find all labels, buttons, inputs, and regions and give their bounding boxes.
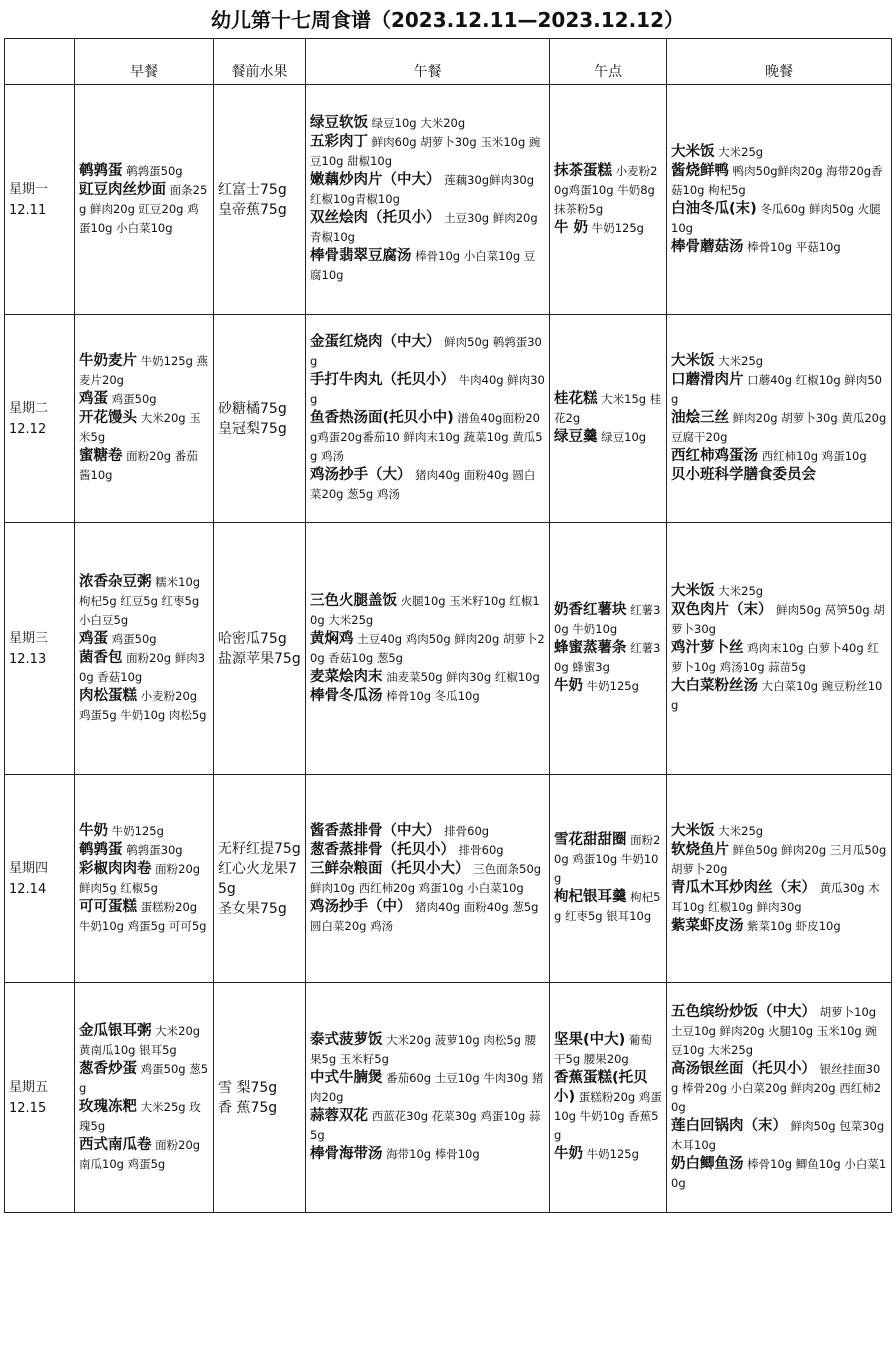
dish-ingredients: 海带10g 棒骨10g bbox=[386, 1147, 480, 1161]
snack-cell bbox=[550, 523, 667, 775]
dish-ingredients: 鸡肉末10g 白萝卜40g 红萝卜10g 鸡汤10g 蒜苗5g bbox=[671, 641, 879, 674]
dish-entry bbox=[310, 860, 545, 898]
dish-ingredients: 牛奶125g 燕麦片20g bbox=[79, 354, 209, 387]
dish-name: 手打牛肉丸（托贝小） bbox=[310, 372, 455, 388]
dish-entry bbox=[671, 371, 887, 409]
lunch-cell bbox=[306, 983, 550, 1213]
day-date: 12.11 bbox=[9, 202, 47, 218]
dish-ingredients: 三色面条50g 鲜肉10g 西红柿20g 鸡蛋10g 小白菜10g bbox=[310, 861, 542, 895]
dish-name: 牛奶 bbox=[554, 1146, 583, 1162]
dish-name: 鹌鹑蛋 bbox=[79, 162, 123, 179]
dish-entry bbox=[310, 592, 545, 630]
dish-name: 肉松蛋糕 bbox=[79, 687, 137, 704]
dish-name: 三鲜杂粮面（托贝小大） bbox=[310, 860, 470, 877]
dish-name: 鱼香热汤面(托贝小中) bbox=[310, 410, 454, 426]
dish-entry bbox=[554, 677, 662, 696]
snack-cell bbox=[550, 775, 667, 983]
dish-entry bbox=[554, 831, 662, 888]
dish-ingredients: 鲜肉60g 胡萝卜30g 玉米10g 豌豆10g 甜椒10g bbox=[310, 135, 541, 168]
snack-cell bbox=[550, 85, 667, 315]
day-date: 12.12 bbox=[9, 421, 47, 437]
dish-ingredients: 胡萝卜10g 土豆10g 鲜肉20g 火腿10g 玉米10g 豌豆10g 大米25g bbox=[671, 1004, 877, 1057]
dish-entry bbox=[310, 114, 545, 133]
dish-entry bbox=[310, 1069, 545, 1107]
dish-name: 鸡汤抄手（大） bbox=[310, 467, 412, 483]
dish-ingredients: 面条25g 鲜肉20g 豇豆20g 鸡蛋10g 小白菜10g bbox=[79, 182, 208, 235]
dish-ingredients: 圣女果75g bbox=[218, 900, 287, 917]
header-dinner: 晚餐 bbox=[667, 39, 892, 85]
breakfast-cell bbox=[75, 523, 214, 775]
dish-entry bbox=[310, 1031, 545, 1069]
dish-name: 金蛋红烧肉（中大） bbox=[310, 334, 441, 350]
dish-entry bbox=[218, 899, 301, 919]
dinner-cell bbox=[667, 315, 892, 523]
dish-ingredients: 番茄60g 土豆10g 牛肉30g 猪肉20g bbox=[310, 1071, 544, 1104]
dish-name: 金瓜银耳粥 bbox=[79, 1022, 152, 1039]
dish-entry bbox=[671, 447, 887, 466]
dish-name: 泰式菠萝饭 bbox=[310, 1032, 383, 1048]
dish-ingredients: 牛奶125g bbox=[591, 220, 644, 235]
breakfast-cell bbox=[75, 315, 214, 523]
dish-name: 中式牛腩煲 bbox=[310, 1070, 383, 1086]
dish-ingredients: 红薯30g 牛奶10g bbox=[554, 603, 661, 636]
dish-ingredients: 哈密瓜75g bbox=[218, 630, 287, 647]
dish-entry bbox=[671, 1003, 887, 1060]
dish-entry bbox=[671, 879, 887, 917]
dish-entry bbox=[79, 649, 209, 687]
dish-entry bbox=[310, 822, 545, 841]
dish-entry bbox=[671, 466, 887, 485]
dish-entry bbox=[79, 841, 209, 860]
dish-ingredients: 土豆30g 鲜肉20g 青椒10g bbox=[310, 211, 538, 244]
dish-ingredients: 鲜肉50g 莴笋50g 胡萝卜30g bbox=[671, 603, 885, 636]
dish-ingredients: 红心火龙果75g bbox=[218, 860, 297, 897]
dish-ingredients: 棒骨10g 鲫鱼10g 小白菜10g bbox=[671, 1156, 887, 1190]
dinner-cell bbox=[667, 775, 892, 983]
fruit-cell bbox=[214, 523, 306, 775]
dish-ingredients: 鸡蛋50g bbox=[111, 631, 157, 646]
dish-name: 棒骨冬瓜汤 bbox=[310, 687, 383, 704]
menu-body bbox=[5, 85, 892, 1213]
dish-entry bbox=[310, 133, 545, 171]
dish-entry bbox=[79, 630, 209, 649]
dish-ingredients: 面粉20g 番茄酱10g bbox=[79, 449, 198, 482]
dish-entry bbox=[310, 1107, 545, 1145]
dish-name: 棒骨翡翠豆腐汤 bbox=[310, 248, 412, 264]
dish-ingredients: 排骨60g bbox=[458, 842, 504, 857]
dish-ingredients: 土豆40g 鸡肉50g 鲜肉20g 胡萝卜20g 香菇10g 葱5g bbox=[310, 631, 545, 665]
dish-ingredients: 牛奶125g bbox=[586, 679, 639, 693]
dish-name: 豇豆肉丝炒面 bbox=[79, 181, 166, 198]
dish-name: 黄焖鸡 bbox=[310, 630, 354, 647]
dish-entry bbox=[671, 143, 887, 162]
dish-ingredients: 大米25g bbox=[718, 144, 764, 159]
dish-ingredients: 小麦粉20g 鸡蛋5g 牛奶10g 肉松5g bbox=[79, 688, 207, 722]
dish-name: 香蕉蛋糕(托贝小) bbox=[554, 1070, 648, 1105]
dish-ingredients: 大白菜10g 豌豆粉丝10g bbox=[671, 679, 883, 712]
dish-name: 大米饭 bbox=[671, 353, 715, 369]
dish-name: 鹌鹑蛋 bbox=[79, 841, 123, 858]
dish-entry bbox=[671, 639, 887, 677]
dish-ingredients: 大米20g 玉米5g bbox=[79, 411, 201, 444]
header-day bbox=[5, 39, 75, 85]
dish-entry bbox=[310, 898, 545, 936]
breakfast-cell bbox=[75, 983, 214, 1213]
dish-entry bbox=[310, 371, 545, 409]
dish-ingredients: 蛋糕粉20g 鸡蛋10g 牛奶10g 香蕉5g bbox=[554, 1090, 662, 1142]
dish-ingredients: 葡萄干5g 腰果20g bbox=[554, 1033, 652, 1066]
dish-entry bbox=[554, 1031, 662, 1069]
dish-entry bbox=[671, 1060, 887, 1117]
dish-ingredients: 牛奶125g bbox=[586, 1147, 639, 1161]
dish-name: 贝小班科学膳食委员会 bbox=[671, 467, 816, 483]
dish-ingredients: 牛奶125g bbox=[111, 823, 164, 838]
dish-entry bbox=[671, 409, 887, 447]
dish-entry bbox=[671, 677, 887, 715]
dish-entry bbox=[79, 1022, 209, 1060]
dish-entry bbox=[310, 1145, 545, 1164]
day-date: 12.14 bbox=[9, 881, 47, 897]
dish-ingredients: 油麦菜50g 鲜肉30g 红椒10g bbox=[386, 669, 540, 684]
header-lunch: 午餐 bbox=[306, 39, 550, 85]
dish-ingredients: 西红柿10g 鸡蛋10g bbox=[761, 449, 867, 463]
day-name: 星期四 bbox=[9, 860, 49, 876]
dish-name: 绿豆羹 bbox=[554, 429, 598, 445]
dish-name: 白油冬瓜(末) bbox=[671, 200, 757, 217]
dish-ingredients: 火腿10g 玉米籽10g 红椒10g 大米25g bbox=[310, 593, 540, 627]
dish-name: 莲白回锅肉（末） bbox=[671, 1117, 787, 1134]
dish-ingredients: 红薯30g 蜂蜜3g bbox=[554, 641, 661, 674]
day-cell bbox=[5, 775, 75, 983]
menu-row bbox=[5, 85, 892, 315]
dish-name: 可可蛋糕 bbox=[79, 898, 137, 915]
dish-name: 大米饭 bbox=[671, 583, 715, 599]
breakfast-cell bbox=[75, 85, 214, 315]
dish-entry bbox=[218, 419, 301, 439]
dish-name: 油烩三丝 bbox=[671, 410, 729, 426]
dish-entry bbox=[218, 1078, 301, 1098]
day-name: 星期五 bbox=[9, 1079, 49, 1095]
dish-name: 大米饭 bbox=[671, 143, 715, 160]
dish-entry bbox=[310, 687, 545, 706]
dish-name: 蜜糖卷 bbox=[79, 448, 123, 464]
dish-name: 双丝烩肉（托贝小） bbox=[310, 210, 441, 226]
dish-ingredients: 口蘑40g 红椒10g 鲜肉50g bbox=[671, 373, 882, 406]
dish-name: 绿豆软饭 bbox=[310, 115, 368, 131]
dish-name: 枸杞银耳羹 bbox=[554, 889, 627, 905]
header-fruit: 餐前水果 bbox=[214, 39, 306, 85]
menu-row bbox=[5, 983, 892, 1213]
dish-name: 大米饭 bbox=[671, 822, 715, 839]
dish-entry bbox=[79, 898, 209, 936]
dish-name: 玫瑰冻粑 bbox=[79, 1098, 137, 1115]
dish-ingredients: 鲜肉50g 包菜30g 木耳10g bbox=[671, 1118, 885, 1152]
dish-entry bbox=[671, 352, 887, 371]
dish-ingredients: 鲜鱼50g 鲜肉20g 三月瓜50g 胡萝卜20g bbox=[671, 842, 887, 876]
day-name: 星期三 bbox=[9, 630, 49, 646]
dish-entry bbox=[310, 171, 545, 209]
dish-ingredients: 西蓝花30g 花菜30g 鸡蛋10g 蒜5g bbox=[310, 1109, 541, 1142]
dish-ingredients: 大米15g 桂花2g bbox=[554, 392, 662, 425]
day-cell bbox=[5, 523, 75, 775]
menu-row bbox=[5, 523, 892, 775]
dish-entry bbox=[310, 409, 545, 466]
dish-entry bbox=[218, 399, 301, 419]
dish-ingredients: 黄瓜30g 木耳10g 红椒10g 鲜肉30g bbox=[671, 880, 880, 914]
dish-entry bbox=[79, 447, 209, 485]
header-breakfast: 早餐 bbox=[75, 39, 214, 85]
dish-entry bbox=[554, 888, 662, 926]
dish-name: 嫩藕炒肉片（中大） bbox=[310, 172, 441, 188]
dish-entry bbox=[218, 629, 301, 649]
dish-ingredients: 面粉20g鲜肉5g 红椒5g bbox=[79, 861, 201, 895]
dish-ingredients: 香 蕉75g bbox=[218, 1099, 278, 1116]
dish-entry bbox=[310, 209, 545, 247]
dish-ingredients: 糯米10g枸杞5g 红豆5g 红枣5g 小白豆5g bbox=[79, 574, 201, 627]
dish-ingredients: 棒骨10g 小白菜10g 豆腐10g bbox=[310, 249, 536, 282]
dish-name: 葱香炒蛋 bbox=[79, 1060, 137, 1077]
dish-entry bbox=[554, 601, 662, 639]
dish-entry bbox=[218, 649, 301, 669]
dish-entry bbox=[79, 390, 209, 409]
breakfast-cell bbox=[75, 775, 214, 983]
day-date: 12.13 bbox=[9, 651, 47, 667]
dish-entry bbox=[310, 333, 545, 371]
dish-ingredients: 猪肉40g 面粉40g 葱5g 圆白菜20g 鸡汤 bbox=[310, 899, 539, 933]
dish-ingredients: 鸡蛋50g 葱5g bbox=[79, 1061, 209, 1095]
dish-entry bbox=[554, 639, 662, 677]
fruit-cell bbox=[214, 85, 306, 315]
dish-name: 蒜蓉双花 bbox=[310, 1108, 368, 1124]
dish-name: 奶香红薯块 bbox=[554, 602, 627, 618]
dish-name: 软烧鱼片 bbox=[671, 841, 729, 858]
day-cell bbox=[5, 85, 75, 315]
dish-ingredients: 冬瓜60g 鲜肉50g 火腿10g bbox=[671, 201, 881, 235]
fruit-cell bbox=[214, 315, 306, 523]
dish-name: 牛奶 bbox=[79, 822, 108, 839]
dish-ingredients: 面粉20g 南瓜10g 鸡蛋5g bbox=[79, 1137, 201, 1171]
dish-ingredients: 棒骨10g 冬瓜10g bbox=[386, 688, 480, 703]
dish-ingredients: 鸭肉50g鲜肉20g 海带20g香菇10g 枸杞5g bbox=[671, 163, 883, 197]
dish-ingredients: 大米25g bbox=[718, 354, 764, 368]
dish-entry bbox=[671, 917, 887, 936]
dish-entry bbox=[79, 352, 209, 390]
fruit-cell bbox=[214, 775, 306, 983]
dish-name: 葱香蒸排骨（托贝小） bbox=[310, 841, 455, 858]
dish-ingredients: 皇冠梨75g bbox=[218, 420, 287, 437]
dish-name: 奶白鲫鱼汤 bbox=[671, 1155, 744, 1172]
dish-ingredients: 鹌鹑蛋30g bbox=[126, 842, 183, 857]
dish-ingredients: 鹌鹑蛋50g bbox=[126, 163, 183, 178]
dish-ingredients: 雪 梨75g bbox=[218, 1079, 278, 1096]
menu-row bbox=[5, 315, 892, 523]
dish-name: 菌香包 bbox=[79, 649, 123, 666]
day-name: 星期一 bbox=[9, 181, 49, 197]
dish-entry bbox=[310, 466, 545, 504]
lunch-cell bbox=[306, 775, 550, 983]
dish-name: 棒骨蘑菇汤 bbox=[671, 238, 744, 255]
dish-entry bbox=[79, 1136, 209, 1174]
dish-ingredients: 红富士75g bbox=[218, 181, 287, 198]
dish-entry bbox=[79, 860, 209, 898]
dish-ingredients: 枸杞5g 红枣5g 银耳10g bbox=[554, 890, 661, 923]
menu-table bbox=[4, 38, 892, 1213]
dish-ingredients: 莲藕30g鲜肉30g红椒10g青椒10g bbox=[310, 173, 535, 206]
header-row bbox=[5, 39, 892, 85]
dish-name: 彩椒肉肉卷 bbox=[79, 860, 152, 877]
dish-entry bbox=[671, 238, 887, 257]
dish-ingredients: 面粉20g 鸡蛋10g 牛奶10g bbox=[554, 833, 661, 885]
dish-entry bbox=[554, 219, 662, 238]
dish-entry bbox=[79, 181, 209, 238]
dish-entry bbox=[79, 822, 209, 841]
dish-name: 麦菜烩肉末 bbox=[310, 668, 383, 685]
dish-name: 酱烧鲜鸭 bbox=[671, 162, 729, 179]
dish-name: 大白菜粉丝汤 bbox=[671, 678, 758, 694]
dish-name: 鸡蛋 bbox=[79, 630, 108, 647]
menu-row bbox=[5, 775, 892, 983]
dish-entry bbox=[218, 1098, 301, 1118]
dish-ingredients: 鸡蛋50g bbox=[111, 392, 157, 406]
dish-name: 牛奶麦片 bbox=[79, 353, 137, 369]
dish-ingredients: 面粉20g 鲜肉30g 香菇10g bbox=[79, 650, 206, 684]
dinner-cell bbox=[667, 523, 892, 775]
dish-ingredients: 牛肉40g 鲜肉30g bbox=[310, 373, 545, 406]
dish-entry bbox=[671, 162, 887, 200]
dish-entry bbox=[218, 200, 301, 220]
dish-name: 鸡汤抄手（中） bbox=[310, 898, 412, 915]
lunch-cell bbox=[306, 315, 550, 523]
dish-name: 蜂蜜蒸薯条 bbox=[554, 640, 627, 656]
dish-ingredients: 盐源苹果75g bbox=[218, 650, 301, 667]
dish-entry bbox=[79, 1060, 209, 1098]
dish-entry bbox=[671, 582, 887, 601]
dish-entry bbox=[79, 1098, 209, 1136]
day-date: 12.15 bbox=[9, 1100, 47, 1116]
dish-name: 酱香蒸排骨（中大） bbox=[310, 822, 441, 839]
dish-name: 五彩肉丁 bbox=[310, 134, 368, 150]
dish-name: 雪花甜甜圈 bbox=[554, 832, 627, 848]
dish-ingredients: 银丝挂面30g 棒骨20g 小白菜20g 鲜肉20g 西红柿20g bbox=[671, 1061, 882, 1114]
dish-name: 开花馒头 bbox=[79, 410, 137, 426]
dish-ingredients: 鲜肉50g 鹌鹑蛋30g bbox=[310, 335, 542, 368]
dish-ingredients: 棒骨10g 平菇10g bbox=[747, 239, 841, 254]
dish-name: 鸡汁萝卜丝 bbox=[671, 640, 744, 656]
snack-cell bbox=[550, 983, 667, 1213]
dish-ingredients: 紫菜10g 虾皮10g bbox=[747, 918, 841, 933]
dish-name: 西式南瓜卷 bbox=[79, 1136, 152, 1153]
dish-name: 抹茶蛋糕 bbox=[554, 162, 612, 179]
dish-entry bbox=[310, 630, 545, 668]
dish-entry bbox=[79, 162, 209, 181]
dish-name: 口蘑滑肉片 bbox=[671, 372, 744, 388]
dish-ingredients: 大米20g 菠萝10g 肉松5g 腰果5g 玉米籽5g bbox=[310, 1033, 537, 1066]
day-cell bbox=[5, 315, 75, 523]
lunch-cell bbox=[306, 85, 550, 315]
dish-entry bbox=[218, 859, 301, 899]
dish-ingredients: 蛋糕粉20g 牛奶10g 鸡蛋5g 可可5g bbox=[79, 899, 207, 933]
dish-entry bbox=[554, 1145, 662, 1164]
dish-name: 桂花糕 bbox=[554, 391, 598, 407]
dish-entry bbox=[554, 428, 662, 447]
dish-ingredients: 大米25g bbox=[718, 584, 764, 598]
dish-entry bbox=[671, 601, 887, 639]
dish-entry bbox=[554, 162, 662, 219]
dish-entry bbox=[671, 1155, 887, 1193]
dish-name: 棒骨海带汤 bbox=[310, 1146, 383, 1162]
header-snack: 午点 bbox=[550, 39, 667, 85]
dish-ingredients: 绿豆10g 大米20g bbox=[371, 116, 466, 130]
dish-entry bbox=[310, 668, 545, 687]
dish-entry bbox=[554, 1069, 662, 1145]
dish-ingredients: 砂糖橘75g bbox=[218, 400, 287, 417]
dish-entry bbox=[79, 409, 209, 447]
dish-ingredients: 皇帝蕉75g bbox=[218, 201, 287, 218]
dish-ingredients: 大米20g 黄南瓜10g 银耳5g bbox=[79, 1023, 201, 1057]
dish-ingredients: 潽鱼40g面粉20g鸡蛋20g番茄10 鲜肉末10g 蔬菜10g 黄瓜5g 鸡汤 bbox=[310, 411, 543, 463]
dish-entry bbox=[310, 247, 545, 285]
page-title: 幼儿第十七周食谱（2023.12.11—2023.12.12） bbox=[210, 8, 685, 32]
dish-name: 浓香杂豆粥 bbox=[79, 573, 152, 590]
dish-entry bbox=[554, 390, 662, 428]
dish-entry bbox=[671, 200, 887, 238]
dish-name: 紫菜虾皮汤 bbox=[671, 917, 744, 934]
dish-ingredients: 猪肉40g 面粉40g 圆白菜20g 葱5g 鸡汤 bbox=[310, 468, 536, 501]
dish-ingredients: 小麦粉20g鸡蛋10g 牛奶8g 抹茶粉5g bbox=[554, 163, 658, 216]
dish-entry bbox=[671, 1117, 887, 1155]
dish-ingredients: 无籽红提75g bbox=[218, 840, 301, 857]
day-name: 星期二 bbox=[9, 400, 49, 416]
dish-ingredients: 排骨60g bbox=[444, 823, 490, 838]
dish-entry bbox=[218, 839, 301, 859]
day-cell bbox=[5, 983, 75, 1213]
dinner-cell bbox=[667, 983, 892, 1213]
dish-entry bbox=[671, 841, 887, 879]
dish-name: 五色缤纷炒饭（中大） bbox=[671, 1003, 816, 1020]
dish-ingredients: 大米25g bbox=[718, 823, 764, 838]
dish-entry bbox=[79, 687, 209, 725]
dish-name: 牛奶 bbox=[554, 678, 583, 694]
lunch-cell bbox=[306, 523, 550, 775]
dish-name: 双色肉片（末） bbox=[671, 602, 773, 618]
dish-name: 鸡蛋 bbox=[79, 391, 108, 407]
dish-name: 西红柿鸡蛋汤 bbox=[671, 448, 758, 464]
dish-entry bbox=[310, 841, 545, 860]
dish-entry bbox=[671, 822, 887, 841]
dish-entry bbox=[79, 573, 209, 630]
dish-ingredients: 大米25g 玫瑰5g bbox=[79, 1099, 201, 1133]
dish-name: 坚果(中大) bbox=[554, 1032, 626, 1048]
fruit-cell bbox=[214, 983, 306, 1213]
dish-name: 高汤银丝面（托贝小） bbox=[671, 1060, 816, 1077]
dinner-cell bbox=[667, 85, 892, 315]
dish-ingredients: 鲜肉20g 胡萝卜30g 黄瓜20g 豆腐干20g bbox=[671, 411, 887, 444]
dish-entry bbox=[218, 180, 301, 200]
dish-name: 青瓜木耳炒肉丝（末） bbox=[671, 879, 816, 896]
dish-name: 三色火腿盖饭 bbox=[310, 592, 397, 609]
snack-cell bbox=[550, 315, 667, 523]
dish-name: 牛 奶 bbox=[554, 219, 589, 236]
dish-ingredients: 绿豆10g bbox=[601, 430, 647, 444]
